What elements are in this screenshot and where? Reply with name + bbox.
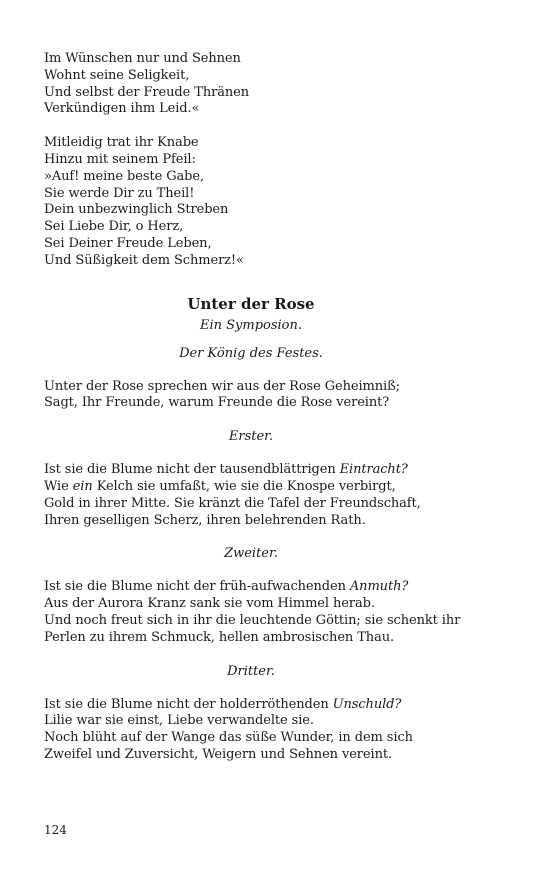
stanza-gap	[44, 562, 514, 579]
section-gap	[44, 270, 514, 294]
verse-line: Im Wünschen nur und Sehnen	[44, 51, 241, 66]
verse-line: »Auf! meine beste Gabe,	[44, 168, 204, 184]
verse-line: Noch blüht auf der Wange das süße Wunder, in dem sich	[44, 730, 413, 746]
page-content	[44, 51, 514, 764]
verse-line: Unter der Rose sprechen wir aus der Rose Geheimniß;	[44, 378, 400, 394]
emphasis: Anmuth?	[349, 579, 409, 595]
verse-line: Zweifel und Zuversicht, Weigern und Sehnen vereint.	[44, 746, 392, 762]
stanza-2	[44, 135, 514, 269]
speaker-third: Dritter.	[227, 663, 275, 679]
emphasis: Eintracht?	[339, 462, 408, 478]
poem-title: Unter der Rose	[187, 294, 315, 313]
verse-line: Mitleidig trat ihr Knabe	[44, 135, 199, 151]
verse-line: Ist sie die Blume nicht der früh-aufwachenden Anmuth?	[44, 579, 409, 595]
second-verse	[44, 579, 514, 646]
verse-line: Aus der Aurora Kranz sank sie vom Himmel herab.	[44, 596, 375, 612]
verse-line: Perlen zu ihrem Schmuck, hellen ambrosischen Thau.	[44, 629, 395, 645]
first-verse	[44, 462, 514, 529]
emphasis: Unschuld?	[332, 696, 402, 712]
verse-line: Wie ein Kelch sie umfaßt, wie sie die Knospe verbirgt,	[44, 478, 396, 494]
verse-line: Und noch freut sich in ihr die leuchtende Göttin; sie schenkt ihr	[44, 612, 461, 628]
verse-line: Dein unbezwinglich Streben	[44, 202, 229, 218]
speaker-first: Erster.	[228, 429, 274, 445]
king-verse	[44, 379, 514, 413]
verse-line: Sagt, Ihr Freunde, warum Freunde die Rose vereint?	[44, 395, 390, 411]
verse-line: Ist sie die Blume nicht der holderröthenden Unschuld?	[44, 696, 402, 712]
stanza-gap	[44, 680, 514, 697]
stanza-gap	[44, 362, 514, 379]
verse-line: Ist sie die Blume nicht der tausendblättrigen Eintracht?	[44, 462, 408, 478]
stanza-1	[44, 51, 514, 118]
verse-line: Sei Liebe Dir, o Herz,	[44, 219, 184, 235]
verse-line: Hinzu mit seinem Pfeil:	[44, 151, 196, 167]
verse-line: Wohnt seine Seligkeit,	[44, 67, 190, 83]
page-number: 124	[44, 823, 67, 837]
verse-line: Gold in ihrer Mitte. Sie kränzt die Tafel der Freundschaft,	[44, 495, 421, 511]
stanza-gap	[44, 445, 514, 462]
verse-line: Ihren geselligen Scherz, ihren belehrenden Rath.	[44, 512, 366, 528]
speaker-second: Zweiter.	[224, 546, 278, 562]
third-verse	[44, 697, 514, 764]
verse-line: Sie werde Dir zu Theil!	[44, 185, 195, 201]
poem-subtitle: Ein Symposion.	[199, 317, 303, 333]
verse-line: Verkündigen ihm Leid.«	[44, 101, 200, 117]
speaker-king: Der König des Festes.	[179, 345, 323, 361]
emphasis: ein	[72, 478, 93, 494]
verse-line: Sei Deiner Freude Leben,	[44, 235, 212, 251]
stanza-gap	[44, 118, 514, 135]
verse-line: Und Süßigkeit dem Schmerz!«	[44, 252, 244, 268]
verse-line: Und selbst der Freude Thränen	[44, 84, 250, 100]
verse-line: Lilie war sie einst, Liebe verwandelte sie.	[44, 713, 314, 729]
